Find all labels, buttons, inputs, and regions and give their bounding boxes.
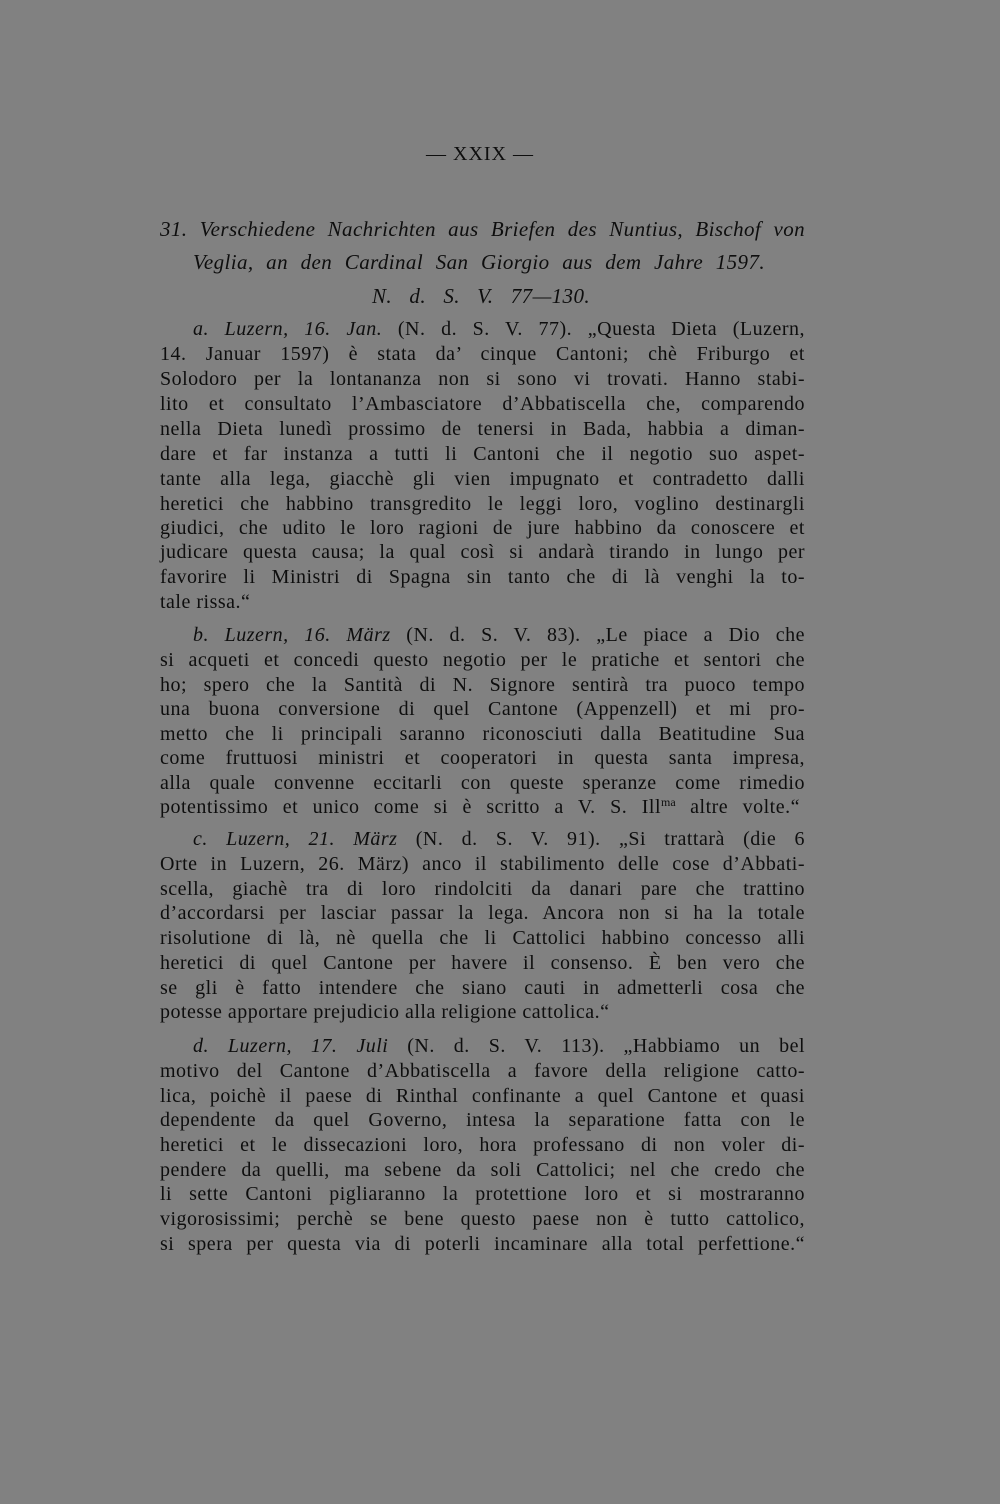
text-line: pendere da quelli, ma sebene da soli Cattolici; nel che credo che: [160, 1159, 805, 1181]
text-line: ho; spero che la Santità di N. Signore sentirà tra puoco tempo: [160, 674, 805, 696]
text-line: [160, 795, 800, 819]
text-line: dependente da quel Governo, intesa la separatione fatta con le: [160, 1109, 805, 1131]
entry-first-line: [193, 827, 805, 851]
text-line: tante alla lega, giacchè gli vien impugnato et contradetto dalli: [160, 468, 805, 490]
text-line: Orte in Luzern, 26. März) anco il stabilimento delle cose d’Abbati-: [160, 853, 805, 875]
entry-first-line: [193, 623, 805, 647]
text-line: li sette Cantoni pigliaranno la protettione loro et si mostraranno: [160, 1183, 805, 1205]
text-line: 14. Januar 1597) è stata da’ cinque Cantoni; chè Friburgo et: [160, 343, 805, 365]
text-line: una buona conversione di quel Cantone (Appenzell) et mi pro-: [160, 698, 805, 720]
text-fragment: altre volte.“: [675, 796, 800, 818]
text-line: d’accordarsi per lasciar passar la lega. Ancora non si ha la totale: [160, 902, 805, 924]
text-line: judicare questa causa; la qual così si andarà tirando in lungo per: [160, 541, 805, 563]
text-fragment: potentissimo et unico come si è scritto a V. S. Ill: [160, 796, 661, 818]
text-line: tale rissa.“: [160, 591, 251, 613]
text-line: heretici et le dissecazioni loro, hora professano di non voler di-: [160, 1134, 805, 1156]
entry-lead: (N. d. S. V. 91). „Si trattarà (die 6: [415, 828, 806, 850]
entry-first-line: [193, 1034, 805, 1058]
text-line: dare et far instanza a tutti li Cantoni che il negotio suo aspet-: [160, 443, 805, 465]
entry-first-line: [193, 317, 805, 341]
page-number-header: — XXIX —: [426, 143, 534, 165]
text-line: come fruttuosi ministri et cooperatori in questa santa impresa,: [160, 747, 805, 769]
text-line: metto che li principali saranno riconosciuti dalla Beatitudine Sua: [160, 723, 805, 745]
entry-lead: (N. d. S. V. 113). „Habbiamo un bel: [407, 1035, 805, 1057]
text-line: giudici, che udito le loro ragioni de jure habbino da conoscere et: [160, 517, 805, 539]
entry-lead: (N. d. S. V. 77). „Questa Dieta (Luzern,: [397, 318, 806, 340]
entry-label: a. Luzern, 16. Jan.: [193, 318, 383, 340]
text-line: si acqueti et concedi questo negotio per le pratiche et sentori che: [160, 649, 805, 671]
text-line: heretici che habbino transgredito le leggi loro, voglino destinargli: [160, 493, 805, 515]
text-line: lito et consultato l’Ambasciatore d’Abbatiscella che, comparendo: [160, 393, 805, 415]
text-line: favorire li Ministri di Spagna sin tanto che di là venghi la to-: [160, 566, 805, 588]
text-line: heretici di quel Cantone per havere il consenso. È ben vero che: [160, 952, 805, 974]
entry-label: c. Luzern, 21. März: [193, 828, 398, 850]
text-line: scella, giachè tra di loro rindolciti da danari pare che trattino: [160, 878, 805, 900]
section-title-line: Veglia, an den Cardinal San Giorgio aus dem Jahre 1597.: [193, 250, 765, 274]
text-line: lica, poichè il paese di Rinthal confinante a quel Cantone et quasi: [160, 1085, 805, 1107]
text-line: Solodoro per la lontananza non si sono vi trovati. Hanno stabi-: [160, 368, 805, 390]
text-line: nella Dieta lunedì prossimo de tenersi in Bada, habbia a diman-: [160, 418, 805, 440]
entry-label: b. Luzern, 16. März: [193, 624, 391, 646]
text-line: alla quale convenne eccitarli con queste speranze come rimedio: [160, 772, 805, 794]
text-line: vigorosissimi; perchè se bene questo paese non è tutto cattolico,: [160, 1208, 805, 1230]
text-line: se gli è fatto intendere che siano cauti in admetterli cosa che: [160, 977, 805, 999]
superscript: ma: [661, 795, 676, 809]
section-title-line: 31. Verschiedene Nachrichten aus Briefen des Nuntius, Bischof von: [160, 217, 805, 241]
entry-lead: (N. d. S. V. 83). „Le piace a Dio che: [406, 624, 806, 646]
text-line: potesse apportare prejudicio alla religione cattolica.“: [160, 1001, 610, 1023]
entry-label: d. Luzern, 17. Juli: [193, 1035, 389, 1057]
section-reference: N. d. S. V. 77—130.: [372, 284, 590, 308]
text-line: motivo del Cantone d’Abbatiscella a favore della religione catto-: [160, 1060, 805, 1082]
text-line: risolutione di là, nè quella che li Cattolici habbino concesso alli: [160, 927, 805, 949]
text-line: si spera per questa via di poterli incaminare alla total perfettione.“: [160, 1233, 805, 1255]
